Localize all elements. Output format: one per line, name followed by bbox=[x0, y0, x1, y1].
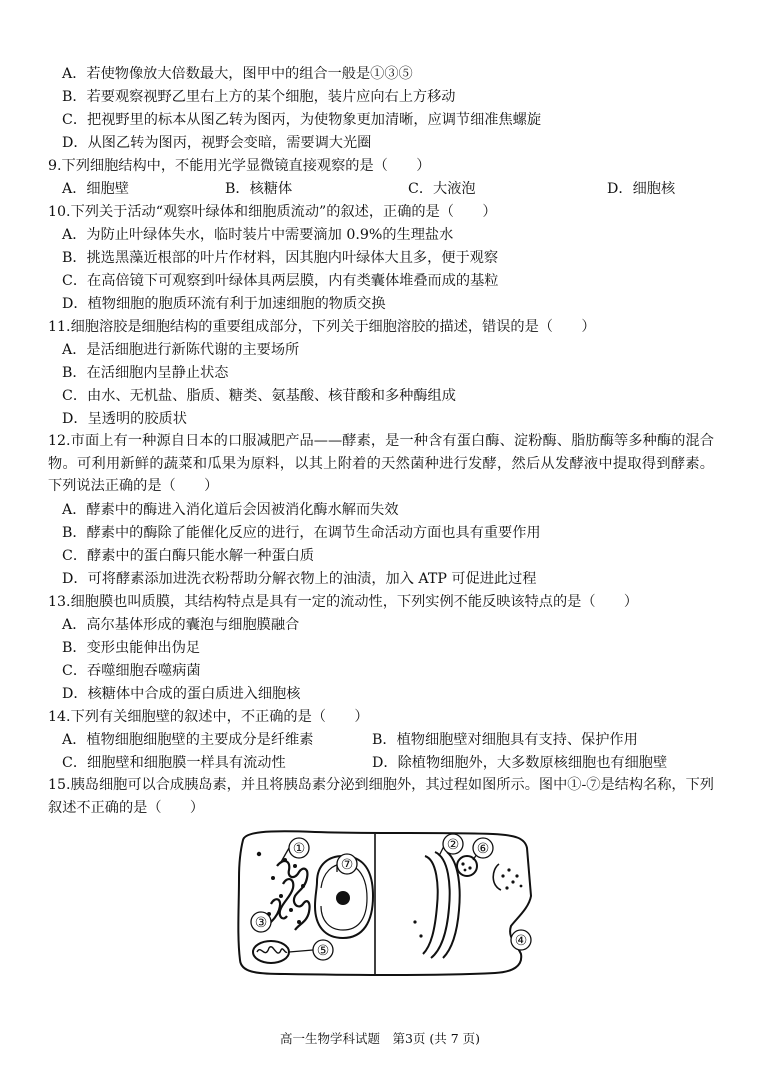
q12-option-c: C．酵素中的蛋白酶只能水解一种蛋白质 bbox=[62, 548, 315, 564]
q9-option-b: B．核糖体 bbox=[225, 181, 293, 197]
q11-option-b: B．在活细胞内呈静止状态 bbox=[62, 365, 229, 381]
q12-option-d: D．可将酵素添加进洗衣粉帮助分解衣物上的油渍，加入 ATP 可促进此过程 bbox=[62, 571, 537, 587]
q11-option-c: C．由水、无机盐、脂质、糖类、氨基酸、核苷酸和多种酶组成 bbox=[62, 388, 456, 404]
q11-stem: 11.细胞溶胶是细胞结构的重要组成部分，下列关于细胞溶胶的描述，错误的是（ ） bbox=[48, 319, 596, 335]
q9-option-c: C．大液泡 bbox=[408, 181, 476, 197]
label-5: ⑤ bbox=[316, 943, 330, 959]
q8-option-c: C．把视野里的标本从图乙转为图丙，为使物象更加清晰，应调节细准焦螺旋 bbox=[62, 112, 542, 128]
q9-option-a: A．细胞壁 bbox=[62, 181, 129, 197]
q9-stem: 9.下列细胞结构中，不能用光学显微镜直接观察的是（ ） bbox=[48, 158, 431, 174]
q10-option-a: A．为防止叶绿体失水，临时装片中需要滴加 0.9%的生理盐水 bbox=[62, 227, 454, 243]
q14-option-d: D．除植物细胞外，大多数原核细胞也有细胞壁 bbox=[372, 755, 668, 771]
q14-option-b: B．植物细胞壁对细胞具有支持、保护作用 bbox=[372, 732, 638, 748]
cell-secretion-diagram bbox=[225, 826, 543, 978]
q13-stem: 13.细胞膜也叫质膜，其结构特点是具有一定的流动性，下列实例不能反映该特点的是（ ） bbox=[48, 594, 639, 610]
q8-option-b: B．若要观察视野乙里右上方的某个细胞，装片应向右上方移动 bbox=[62, 89, 456, 105]
q14-option-c: C．细胞壁和细胞膜一样具有流动性 bbox=[62, 755, 286, 771]
q13-option-d: D．核糖体中合成的蛋白质进入细胞核 bbox=[62, 686, 301, 702]
q15-stem: 15.胰岛细胞可以合成胰岛素，并且将胰岛素分泌到细胞外，其过程如图所示。图中①-⑦是结构名称，下列叙述不正确的是（ ） bbox=[48, 777, 714, 816]
q8-option-a: A．若使物像放大倍数最大，图甲中的组合一般是①③⑤ bbox=[62, 66, 413, 82]
q13-option-a: A．高尔基体形成的囊泡与细胞膜融合 bbox=[62, 617, 300, 633]
q11-option-d: D．呈透明的胶质状 bbox=[62, 411, 187, 427]
label-3: ③ bbox=[254, 915, 268, 931]
q14-option-a: A．植物细胞细胞壁的主要成分是纤维素 bbox=[62, 732, 314, 748]
q13-option-c: C．吞噬细胞吞噬病菌 bbox=[62, 663, 201, 679]
label-4: ④ bbox=[514, 933, 528, 949]
label-7: ⑦ bbox=[340, 857, 354, 873]
q10-option-d: D．植物细胞的胞质环流有利于加速细胞的物质交换 bbox=[62, 296, 386, 312]
mitochondrion bbox=[253, 941, 289, 963]
page-footer: 高一生物学科试题 第3页 (共 7 页) bbox=[279, 1031, 481, 1046]
q11-option-a: A．是活细胞进行新陈代谢的主要场所 bbox=[62, 342, 300, 358]
label-6: ⑥ bbox=[476, 841, 490, 857]
q13-option-b: B．变形虫能伸出伪足 bbox=[62, 640, 201, 656]
label-1: ① bbox=[292, 841, 306, 857]
q12-option-b: B．酵素中的酶除了能催化反应的进行，在调节生命活动方面也具有重要作用 bbox=[62, 525, 541, 541]
q10-option-b: B．挑选黑藻近根部的叶片作材料，因其胞内叶绿体大且多，便于观察 bbox=[62, 250, 499, 266]
q12-stem: 12.市面上有一种源自日本的口服减肥产品——酵素，是一种含有蛋白酶、淀粉酶、脂肪酶等多种酶的混合物。可利用新鲜的蔬菜和瓜果为原料，以其上附着的天然菌种进行发酵，然后从发酵液中提取得到酵素。下列说法正确的是（ ） bbox=[48, 433, 714, 494]
label-2: ② bbox=[446, 837, 460, 853]
q14-stem: 14.下列有关细胞壁的叙述中，不正确的是（ ） bbox=[48, 709, 369, 725]
q10-option-c: C．在高倍镜下可观察到叶绿体具两层膜，内有类囊体堆叠而成的基粒 bbox=[62, 273, 499, 289]
q12-option-a: A．酵素中的酶进入消化道后会因被消化酶水解而失效 bbox=[62, 502, 399, 518]
q10-stem: 10.下列关于活动“观察叶绿体和细胞质流动”的叙述，正确的是（ ） bbox=[48, 204, 497, 220]
q8-option-d: D．从图乙转为图丙，视野会变暗，需要调大光圈 bbox=[62, 135, 372, 151]
q9-option-d: D．细胞核 bbox=[607, 181, 676, 197]
